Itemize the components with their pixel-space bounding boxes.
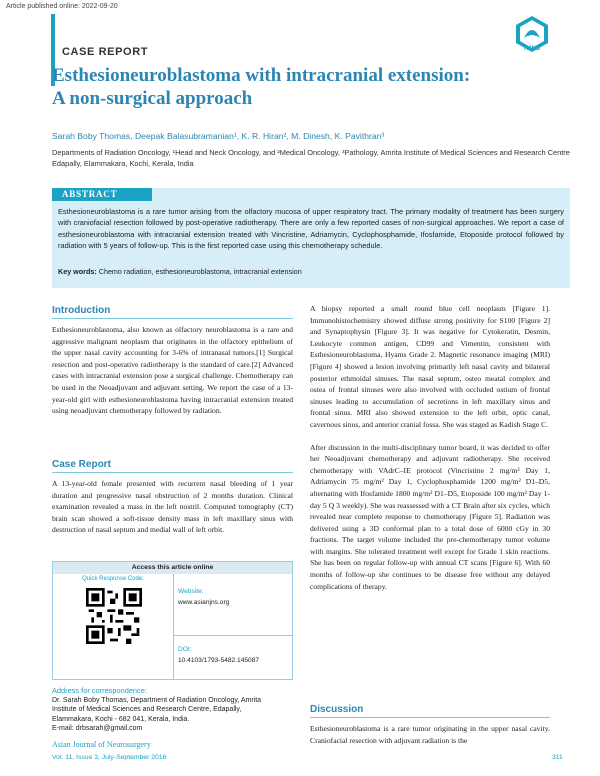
title-line: A non-surgical approach	[52, 88, 253, 109]
right-column	[310, 303, 550, 592]
section-heading-discussion: Discussion	[310, 704, 364, 715]
keywords-value: Chemo radiation, esthesioneuroblastoma, intracranial extension	[98, 267, 302, 276]
paragraph: After discussion in the multi-disciplinary tumor board, it was decided to offer her Neoadjuvant chemotherapy and adjuvant radiotherapy. She received chemotherapy with VAdrC–IE protocol (Vincristine 2 mg/m² Day 1, Adriamycin 75 mg/m² Day 1, Cyclophosphamide 1200 mg/m² D1–D5, alternating with Ifosfamide 1800 mg/m² D1–D5, Etoposide 100 mg/m² Day 1-day 5 Q 3 weekly). She was reassessed with a CT Brain after six cycles, which revealed near complete response to chemotherapy [Figure 5]. Radiation was delivered using a 3D conformal plan to a total dose of 6000 cGy in 30 fractions. The target volume included the pre-chemotherapy tumor volume with margins. She tolerated treatment well except for Grade 1 skin reactions. She has been on regular follow-up with annual CT scans [Figure 6]. With 60 months of follow-up she continues to be disease free without any delayed complications of therapy.	[310, 442, 550, 591]
paragraph: Esthesioneuroblastoma, also known as olfactory neuroblastoma is a rare and aggressive malignant neoplasm that originates in the olfactory epithelium of the upper nasal cavity accounting for 3-6% of intranasal tumors.[1] Surgical resection and post-operative radiotherapy is the standard of care.[2] Advanced cases with intracranial extension pose a surgical challenge. Chemotherapy can be used in the Neoadjuvant and adjuvant setting. We report the case of a 13-year-old girl with esthesioneuroblastoma having intracranial extension treated using neoadjuvant chemotherapy followed by radiation.	[52, 325, 293, 416]
address-line: Institute of Medical Sciences and Research Centre, Edapally,	[52, 706, 242, 714]
access-heading: Access this article online	[53, 562, 292, 574]
affiliations: Departments of Radiation Oncology, ¹Head and Neck Oncology, and ²Medical Oncology, ³Pathology, Amrita Institute of Medical Sciences and Research Centre Edapally, Elammakara, Kochi, Kerala, India	[52, 148, 570, 168]
journal-name: Asian Journal of Neurosurgery	[52, 740, 151, 749]
access-article-box	[52, 561, 293, 680]
section-rule	[52, 318, 293, 319]
section-heading-case-report: Case Report	[52, 459, 111, 470]
article-title	[52, 64, 572, 110]
section-rule	[52, 472, 293, 473]
qr-label: Quick Response Code:	[82, 576, 144, 582]
author-list: Sarah Boby Thomas, Deepak Balasubramanian¹, K. R. Hiran², M. Dinesh, K. Pavithran³	[52, 131, 385, 141]
publication-note: Article published online: 2022-09-20	[6, 3, 118, 10]
title-line: Esthesioneuroblastoma with intracranial extension:	[52, 65, 471, 86]
section-heading-introduction: Introduction	[52, 305, 111, 316]
correspondence-heading: Address for correspondence:	[52, 686, 147, 695]
case-report-text	[52, 478, 293, 536]
logo-wordmark: AJNS	[523, 46, 540, 52]
section-rule	[310, 717, 550, 718]
abstract-text: Esthesioneuroblastoma is a rare tumor arising from the olfactory mucosa of upper respiratory tract. The primary modality of treatment has been surgery with craniofacial resection followed by post-operative radiotherapy. There are only a few reported cases of non-surgical approaches. We report a case of esthesioneuroblastoma with intracranial extension treated with Vincristine, Adriamycin, Cyclophosphamide, Ifosfamide, Etoposide protocol followed by radiation with 5 years of follow-up. This is the first reported case using this chemotherapy schedule.	[58, 207, 564, 251]
paragraph: Esthesioneuroblastoma is a rare tumor originating in the upper nasal cavity. Craniofacial resection with adjuvant radiation is the	[310, 724, 550, 745]
keywords	[58, 267, 564, 276]
abstract-box	[52, 188, 570, 288]
keywords-label: Key words:	[58, 267, 97, 276]
qr-code[interactable]	[86, 588, 142, 644]
correspondence-address	[52, 696, 293, 734]
journal-volume: Vol. 11, Issue 3, July-September 2016	[52, 754, 167, 761]
address-line: Elammakara, Kochi - 682 041, Kerala, India.	[52, 715, 190, 723]
page-number: 311	[552, 754, 563, 761]
address-line: Dr. Sarah Boby Thomas, Department of Radiation Oncology, Amrita	[52, 697, 262, 704]
email-line[interactable]: E-mail: drbsarah@gmail.com	[52, 725, 143, 733]
doi-link[interactable]: 10.4103/1793-5482.145087	[178, 657, 260, 664]
box-rule	[174, 635, 292, 636]
website-link[interactable]: www.asianjns.org	[178, 599, 230, 606]
paragraph: A 13-year-old female presented with recurrent nasal bleeding of 1 year duration and progressive nasal obstruction of 2 months duration. Clinical examination revealed a mass in the left nostril. Computed tomography (CT) brain scan showed a soft-tissue density mass in left maxillary sinus with destruction of nasal septum and medial wall of left orbit.	[52, 479, 293, 535]
paragraph: A biopsy reported a small round blue cell neoplasm [Figure 1]. Immunohistochemistry showed diffuse strong positivity for S100 [Figure 2] and Synaptophysin [Figure 3]. It was negative for Cytokeratin, Desmin, Leukocyte common antigen, CD99 and Vimentin, consistent with Esthesioneuroblastoma, Hyams Grade 2. Magnetic resonance imaging (MRI) [Figure 4] showed a lesion involving primarily left nasal cavity and bilateral posterior ethmoidal sinuses. The nasal septum, osteo meatal complex and ostea of frontal sinuses were also involved with occluded ostium of frontal sinuses leading to accumulation of secretions in left maxillary sinus and frontal sinus. MRI also showed extension to the left orbit, optic canal, cavernous sinus, and anterior cranial fossa. She was staged as Kadish Stage C.	[310, 304, 550, 429]
abstract-heading: ABSTRACT	[52, 188, 152, 201]
website-label: Website:	[178, 588, 204, 595]
doi-label: DOI:	[178, 646, 192, 653]
discussion-text	[310, 723, 550, 746]
article-type-label: CASE REPORT	[62, 46, 149, 58]
introduction-text	[52, 324, 293, 417]
box-divider	[173, 574, 174, 679]
